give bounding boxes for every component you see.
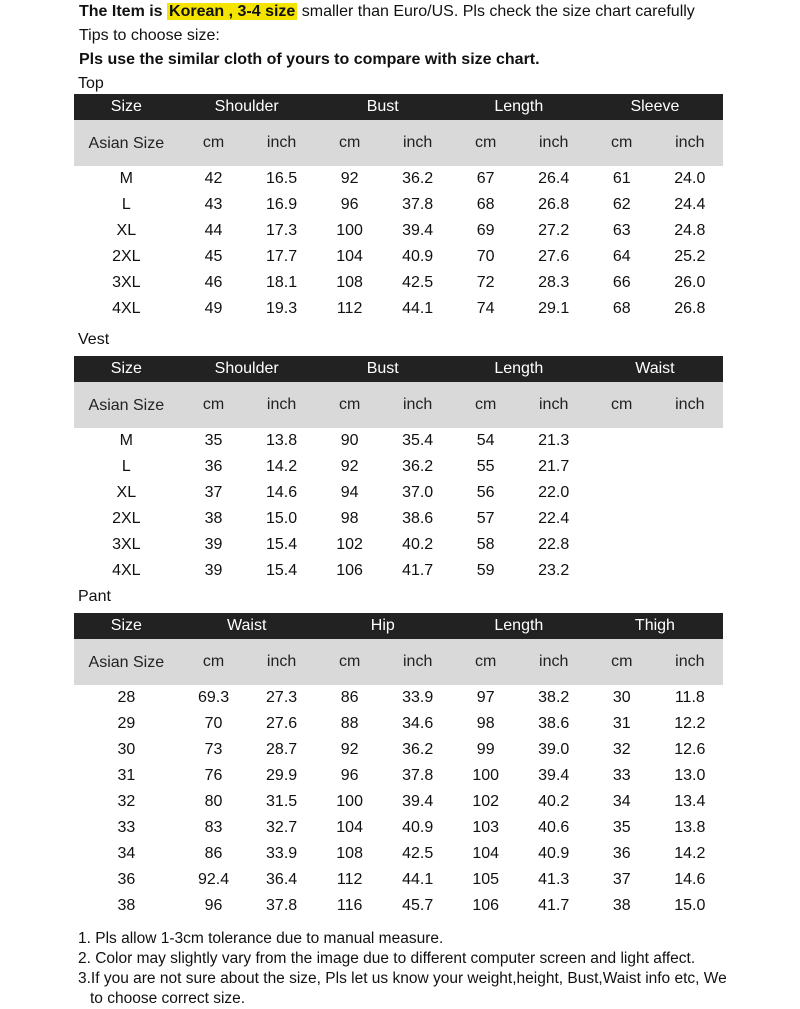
section-label-pant: Pant <box>78 588 111 605</box>
table-row <box>74 454 723 480</box>
measurement-cell: 29.9 <box>266 767 298 784</box>
measurement-cell: 40.9 <box>538 845 570 862</box>
unit-inch-label: inch <box>521 639 587 685</box>
size-chart-vest <box>74 356 723 584</box>
measurement-cell: 63 <box>612 222 631 239</box>
measurement-cell: 56 <box>476 484 495 501</box>
measurement-cell: 35 <box>204 432 223 449</box>
measurement-cell: 25.2 <box>674 248 706 265</box>
measurement-cell: 36 <box>612 845 631 862</box>
unit-inch-label: inch <box>657 382 723 428</box>
measurement-cell: 37.8 <box>402 767 434 784</box>
measurement-cell: 37 <box>612 871 631 888</box>
measurement-cell: 67 <box>476 170 495 187</box>
measurement-cell: 45 <box>204 248 223 265</box>
unit-inch-label: inch <box>521 382 587 428</box>
size-cell: 36 <box>117 871 136 888</box>
measurement-cell: 38 <box>204 510 223 527</box>
measurement-cell: 106 <box>336 562 363 579</box>
measurement-cell: 94 <box>340 484 359 501</box>
size-cell: 34 <box>117 845 136 862</box>
unit-cm-label: cm <box>179 639 249 685</box>
measurement-cell: 46 <box>204 274 223 291</box>
measurement-cell: 22.4 <box>538 510 570 527</box>
measurement-cell: 44 <box>204 222 223 239</box>
section-label-vest: Vest <box>78 331 110 348</box>
measurement-cell <box>657 532 723 558</box>
measurement-cell: 57 <box>476 510 495 527</box>
measurement-cell: 16.5 <box>266 170 298 187</box>
unit-inch-label: inch <box>657 639 723 685</box>
shoulder-column-header: Shoulder <box>179 94 315 120</box>
measurement-cell: 55 <box>476 458 495 475</box>
measurement-cell: 92 <box>340 458 359 475</box>
measurement-cell: 45.7 <box>402 897 434 914</box>
measurement-cell <box>657 480 723 506</box>
measurement-cell: 42 <box>204 170 223 187</box>
notice-highlight: Korean , 3-4 size <box>169 3 296 20</box>
measurement-cell: 40.6 <box>538 819 570 836</box>
measurement-cell: 36.2 <box>402 741 434 758</box>
measurement-cell: 44.1 <box>402 300 434 317</box>
measurement-cell: 17.7 <box>266 248 298 265</box>
bust-column-header: Bust <box>315 356 451 382</box>
measurement-cell <box>587 558 657 584</box>
measurement-cell: 112 <box>336 300 363 317</box>
table-row <box>74 270 723 296</box>
measurement-cell: 69.3 <box>197 689 230 706</box>
measurement-cell: 33.9 <box>266 845 298 862</box>
table-row <box>74 815 723 841</box>
measurement-cell: 27.3 <box>266 689 298 706</box>
measurement-cell: 22.0 <box>538 484 570 501</box>
bust-column-header: Bust <box>315 94 451 120</box>
measurement-cell: 14.2 <box>674 845 706 862</box>
hip-column-header: Hip <box>315 613 451 639</box>
measurement-cell <box>587 532 657 558</box>
measurement-cell: 37.0 <box>402 484 434 501</box>
measurement-cell: 70 <box>204 715 223 732</box>
measurement-cell: 36 <box>204 458 223 475</box>
length-column-header: Length <box>451 613 587 639</box>
measurement-cell: 102 <box>472 793 500 810</box>
measurement-cell: 14.2 <box>266 458 298 475</box>
unit-cm-label: cm <box>315 382 385 428</box>
unit-cm-label: cm <box>179 382 249 428</box>
measurement-cell: 16.9 <box>266 196 298 213</box>
measurement-cell: 86 <box>204 845 223 862</box>
measurement-cell: 106 <box>472 897 500 914</box>
measurement-cell: 108 <box>336 274 363 291</box>
measurement-cell: 104 <box>336 819 363 836</box>
measurement-cell: 68 <box>612 300 631 317</box>
measurement-cell: 15.0 <box>266 510 298 527</box>
measurement-cell: 21.7 <box>538 458 570 475</box>
size-cell: XL <box>116 222 137 239</box>
notes-list <box>78 929 738 1009</box>
unit-inch-label: inch <box>384 382 450 428</box>
measurement-cell: 83 <box>204 819 223 836</box>
measurement-cell: 17.3 <box>266 222 298 239</box>
asian-size-label: Asian Size <box>74 639 179 685</box>
measurement-cell: 104 <box>336 248 363 265</box>
measurement-cell: 44.1 <box>402 871 434 888</box>
note-item: 3.If you are not sure about the size, Pls let us know your weight,height, Bust,Waist info etc, We <box>78 970 727 987</box>
size-cell: 2XL <box>112 510 141 527</box>
measurement-cell: 13.8 <box>674 819 706 836</box>
table-row <box>74 428 723 454</box>
table-row <box>74 480 723 506</box>
measurement-cell: 35.4 <box>402 432 434 449</box>
measurement-cell: 11.8 <box>674 689 705 706</box>
table-row <box>74 867 723 893</box>
measurement-cell: 32.7 <box>266 819 298 836</box>
size-cell: L <box>121 458 131 475</box>
unit-inch-label: inch <box>657 120 723 166</box>
measurement-cell <box>657 558 723 584</box>
measurement-cell: 96 <box>340 767 359 784</box>
measurement-cell <box>587 454 657 480</box>
measurement-cell: 27.6 <box>266 715 298 732</box>
unit-inch-label: inch <box>248 639 314 685</box>
sleeve-column-header: Sleeve <box>587 94 723 120</box>
size-chart-pant <box>74 613 723 919</box>
measurement-cell: 61 <box>612 170 631 187</box>
unit-cm-label: cm <box>451 639 521 685</box>
table-row <box>74 244 723 270</box>
measurement-cell: 37 <box>204 484 223 501</box>
unit-inch-label: inch <box>521 120 587 166</box>
table-unit-row <box>74 639 723 685</box>
measurement-cell: 41.7 <box>402 562 434 579</box>
unit-inch-label: inch <box>385 639 451 685</box>
section-label-top: Top <box>78 75 104 92</box>
measurement-cell: 14.6 <box>674 871 706 888</box>
measurement-cell: 27.6 <box>538 248 570 265</box>
size-cell: XL <box>116 484 137 501</box>
measurement-cell: 43 <box>204 196 223 213</box>
unit-inch-label: inch <box>384 120 450 166</box>
measurement-cell: 80 <box>204 793 223 810</box>
measurement-cell: 108 <box>336 845 363 862</box>
measurement-cell: 97 <box>476 689 495 706</box>
table-row <box>74 893 723 919</box>
table-row <box>74 532 723 558</box>
measurement-cell: 76 <box>204 767 223 784</box>
measurement-cell: 54 <box>476 432 495 449</box>
measurement-cell: 58 <box>476 536 495 553</box>
size-cell: 29 <box>117 715 136 732</box>
size-column-header: Size <box>74 94 179 120</box>
waist-column-header: Waist <box>179 613 315 639</box>
measurement-cell: 15.4 <box>266 536 298 553</box>
measurement-cell: 15.4 <box>266 562 298 579</box>
measurement-cell: 26.8 <box>674 300 706 317</box>
unit-cm-label: cm <box>315 639 385 685</box>
measurement-cell: 27.2 <box>538 222 570 239</box>
note-item: 2. Color may slightly vary from the image due to different computer screen and light affect. <box>78 950 696 967</box>
size-cell: 3XL <box>112 274 141 291</box>
measurement-cell: 105 <box>472 871 500 888</box>
measurement-cell: 103 <box>472 819 500 836</box>
measurement-cell: 40.9 <box>402 819 434 836</box>
size-cell: 28 <box>117 689 136 706</box>
measurement-cell: 42.5 <box>402 845 434 862</box>
size-cell: M <box>119 432 133 449</box>
measurement-cell: 41.3 <box>538 871 570 888</box>
measurement-cell: 13.0 <box>674 767 706 784</box>
measurement-cell: 36.4 <box>266 871 298 888</box>
measurement-cell: 40.9 <box>402 248 434 265</box>
measurement-cell: 36.2 <box>402 170 434 187</box>
measurement-cell: 21.3 <box>538 432 570 449</box>
measurement-cell: 38 <box>612 897 631 914</box>
table-row <box>74 506 723 532</box>
measurement-cell: 98 <box>476 715 495 732</box>
measurement-cell: 98 <box>340 510 359 527</box>
measurement-cell: 42.5 <box>402 274 434 291</box>
measurement-cell: 96 <box>204 897 223 914</box>
measurement-cell: 32 <box>612 741 631 758</box>
measurement-cell: 13.4 <box>674 793 706 810</box>
measurement-cell: 70 <box>476 248 495 265</box>
measurement-cell: 12.2 <box>674 715 706 732</box>
length-column-header: Length <box>451 94 587 120</box>
measurement-cell: 99 <box>476 741 495 758</box>
measurement-cell: 39.0 <box>538 741 570 758</box>
note-item-continuation: to choose correct size. <box>90 990 246 1007</box>
table-unit-row <box>74 120 723 166</box>
measurement-cell: 112 <box>336 871 363 888</box>
measurement-cell: 33 <box>612 767 631 784</box>
table-row <box>74 192 723 218</box>
unit-cm-label: cm <box>451 120 521 166</box>
measurement-cell: 35 <box>612 819 631 836</box>
measurement-cell: 100 <box>472 767 500 784</box>
size-column-header: Size <box>74 613 179 639</box>
measurement-cell: 22.8 <box>538 536 570 553</box>
measurement-cell: 38.6 <box>538 715 570 732</box>
unit-inch-label: inch <box>248 120 314 166</box>
measurement-cell <box>587 506 657 532</box>
table-header-row <box>74 94 723 120</box>
measurement-cell: 92 <box>340 741 359 758</box>
unit-cm-label: cm <box>315 120 385 166</box>
unit-cm-label: cm <box>587 120 657 166</box>
unit-cm-label: cm <box>587 382 657 428</box>
measurement-cell: 88 <box>340 715 359 732</box>
asian-size-label: Asian Size <box>74 382 179 428</box>
measurement-cell: 100 <box>336 222 363 239</box>
measurement-cell: 39.4 <box>402 793 434 810</box>
notice-prefix: The Item is <box>79 3 168 20</box>
measurement-cell: 36.2 <box>402 458 434 475</box>
measurement-cell: 26.4 <box>538 170 570 187</box>
size-cell: 4XL <box>112 300 141 317</box>
table-row <box>74 558 723 584</box>
measurement-cell: 15.0 <box>674 897 706 914</box>
measurement-cell: 30 <box>612 689 631 706</box>
measurement-cell: 13.8 <box>266 432 298 449</box>
table-row <box>74 737 723 763</box>
measurement-cell: 24.0 <box>674 170 706 187</box>
table-row <box>74 296 723 322</box>
measurement-cell: 12.6 <box>674 741 706 758</box>
korean-size-notice <box>79 2 695 22</box>
measurement-cell: 31 <box>612 715 631 732</box>
measurement-cell: 102 <box>336 536 363 553</box>
table-row <box>74 841 723 867</box>
compare-instruction: Pls use the similar cloth of yours to compare with size chart. <box>79 51 540 68</box>
measurement-cell: 39 <box>204 562 223 579</box>
measurement-cell: 19.3 <box>266 300 298 317</box>
table-header-row <box>74 613 723 639</box>
measurement-cell: 59 <box>476 562 495 579</box>
measurement-cell: 40.2 <box>538 793 570 810</box>
length-column-header: Length <box>451 356 587 382</box>
unit-cm-label: cm <box>451 382 521 428</box>
size-cell: 4XL <box>112 562 141 579</box>
table-row <box>74 166 723 192</box>
measurement-cell: 29.1 <box>538 300 570 317</box>
tips-heading: Tips to choose size: <box>79 27 220 44</box>
measurement-cell: 24.4 <box>674 196 706 213</box>
size-cell: 38 <box>117 897 136 914</box>
size-cell: M <box>119 170 133 187</box>
measurement-cell: 31.5 <box>266 793 298 810</box>
measurement-cell: 104 <box>472 845 500 862</box>
measurement-cell: 14.6 <box>266 484 298 501</box>
measurement-cell <box>657 454 723 480</box>
measurement-cell: 96 <box>340 196 359 213</box>
size-column-header: Size <box>74 356 179 382</box>
asian-size-label: Asian Size <box>74 120 179 166</box>
table-row <box>74 789 723 815</box>
measurement-cell: 66 <box>612 274 631 291</box>
size-cell: 31 <box>117 767 136 784</box>
measurement-cell: 86 <box>340 689 359 706</box>
measurement-cell: 18.1 <box>266 274 298 291</box>
measurement-cell: 62 <box>612 196 631 213</box>
measurement-cell: 92 <box>340 170 359 187</box>
shoulder-column-header: Shoulder <box>179 356 315 382</box>
measurement-cell: 90 <box>340 432 359 449</box>
size-cell: 3XL <box>112 536 141 553</box>
table-row <box>74 711 723 737</box>
measurement-cell: 24.8 <box>674 222 706 239</box>
size-cell: 30 <box>117 741 136 758</box>
thigh-column-header: Thigh <box>587 613 723 639</box>
measurement-cell <box>657 428 723 454</box>
measurement-cell: 39.4 <box>538 767 570 784</box>
waist-column-header: Waist <box>587 356 723 382</box>
measurement-cell: 41.7 <box>538 897 570 914</box>
measurement-cell: 49 <box>204 300 223 317</box>
measurement-cell: 39.4 <box>402 222 434 239</box>
measurement-cell: 40.2 <box>402 536 434 553</box>
measurement-cell: 39 <box>204 536 223 553</box>
measurement-cell: 72 <box>476 274 495 291</box>
table-row <box>74 218 723 244</box>
measurement-cell: 23.2 <box>538 562 570 579</box>
unit-cm-label: cm <box>179 120 249 166</box>
measurement-cell <box>657 506 723 532</box>
measurement-cell <box>587 480 657 506</box>
measurement-cell: 28.3 <box>538 274 570 291</box>
measurement-cell: 37.8 <box>402 196 434 213</box>
unit-inch-label: inch <box>248 382 314 428</box>
measurement-cell: 34.6 <box>402 715 434 732</box>
table-header-row <box>74 356 723 382</box>
measurement-cell: 38.2 <box>538 689 570 706</box>
size-chart-top <box>74 94 723 322</box>
size-cell: 32 <box>117 793 136 810</box>
measurement-cell: 28.7 <box>266 741 298 758</box>
measurement-cell: 116 <box>336 897 363 914</box>
table-unit-row <box>74 382 723 428</box>
measurement-cell: 92.4 <box>197 871 230 888</box>
note-item: 1. Pls allow 1-3cm tolerance due to manual measure. <box>78 930 444 947</box>
measurement-cell: 26.8 <box>538 196 570 213</box>
measurement-cell: 34 <box>612 793 631 810</box>
measurement-cell: 100 <box>336 793 363 810</box>
measurement-cell: 68 <box>476 196 495 213</box>
unit-cm-label: cm <box>587 639 657 685</box>
measurement-cell: 69 <box>476 222 495 239</box>
table-row <box>74 763 723 789</box>
measurement-cell: 37.8 <box>266 897 298 914</box>
measurement-cell: 74 <box>476 300 495 317</box>
table-row <box>74 685 723 711</box>
size-cell: L <box>121 196 131 213</box>
measurement-cell: 64 <box>612 248 631 265</box>
size-cell: 33 <box>117 819 136 836</box>
measurement-cell <box>587 428 657 454</box>
measurement-cell: 26.0 <box>674 274 706 291</box>
measurement-cell: 33.9 <box>402 689 434 706</box>
measurement-cell: 38.6 <box>402 510 434 527</box>
size-cell: 2XL <box>112 248 141 265</box>
measurement-cell: 73 <box>204 741 223 758</box>
notice-suffix: smaller than Euro/US. Pls check the size chart carefully <box>297 3 695 20</box>
